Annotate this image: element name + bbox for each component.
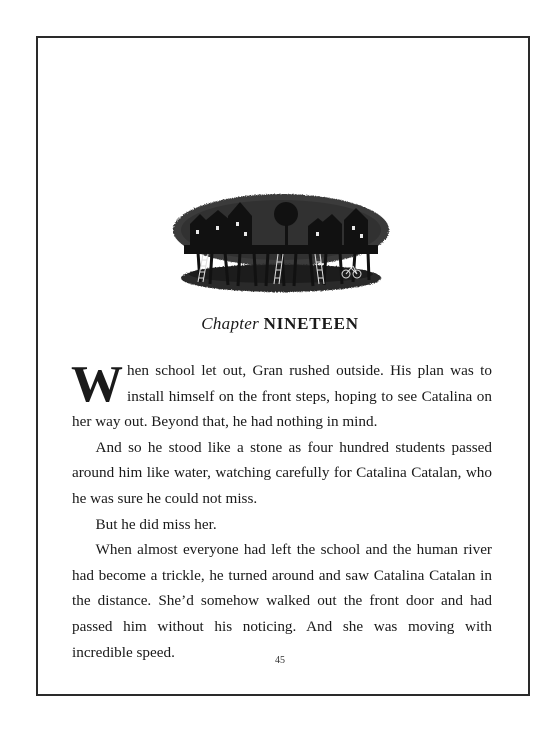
paragraph-3: But he did miss her. bbox=[95, 515, 217, 533]
paragraph-1 bbox=[72, 358, 492, 435]
chapter-body bbox=[72, 358, 492, 665]
paragraph-1-text: hen school let out, Gran rushed outside. His plan was to install himself on the front steps, hoping to see Catalina on her way out. Beyond that, he had nothing in mind. bbox=[72, 362, 492, 431]
drop-cap: W bbox=[71, 356, 123, 413]
houses-on-stilts-illustration bbox=[170, 190, 392, 300]
paragraph-4: When almost everyone had left the school and the human river had become a trickle, he turned around and saw Catalina Catalan in the distance. She’d somehow walked out the front door and had passed him without his noticing. And she was moving with incredible speed. bbox=[72, 541, 492, 661]
chapter-number: NINETEEN bbox=[263, 314, 359, 333]
chapter-title bbox=[0, 314, 560, 334]
paragraph-2: And so he stood like a stone as four hundred students passed around him like water, watching carefully for Catalina Catalan, who he was sure he could not miss. bbox=[72, 438, 492, 507]
page-number: 45 bbox=[275, 655, 285, 666]
chapter-label: Chapter bbox=[201, 314, 260, 333]
